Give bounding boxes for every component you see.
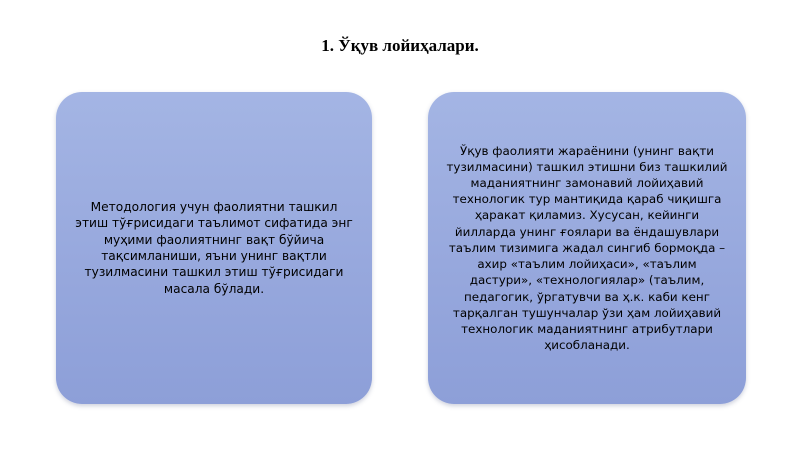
methodology-card-text: Методология учун фаолиятни ташкил этиш тўғрисидаги таълимот сифатида энг муҳими фаолиятнинг вақт бўйича тақсимланиши, яъни унинг вақтли тузилмасини ташкил этиш тўғрисидаги масала бўлади. bbox=[75, 200, 353, 296]
learning-activity-card bbox=[428, 92, 746, 404]
slide-title: 1. Ўқув лойиҳалари. bbox=[321, 36, 479, 55]
learning-activity-card-text: Ўқув фаолияти жараёнини (унинг вақти тузилмасини) ташкил этишни биз ташкилий маданиятнинг замонавий лойиҳавий технологик тур мантиқида қараб чиқишга ҳаракат қиламиз. Хусусан, кейинги йилларда унинг ғоялари ва ёндашувлари таълим тизимига жадал сингиб бормоқда – ахир «таълим лойиҳаси», «таълим дастури», «технологиялар» (таълим, педагогик, ўргатувчи ва ҳ.к. каби кенг тарқалган тушунчалар ўзи ҳам лойиҳавий технологик маданиятнинг атрибутлари ҳисобланади. bbox=[446, 143, 728, 353]
methodology-card bbox=[56, 92, 372, 404]
